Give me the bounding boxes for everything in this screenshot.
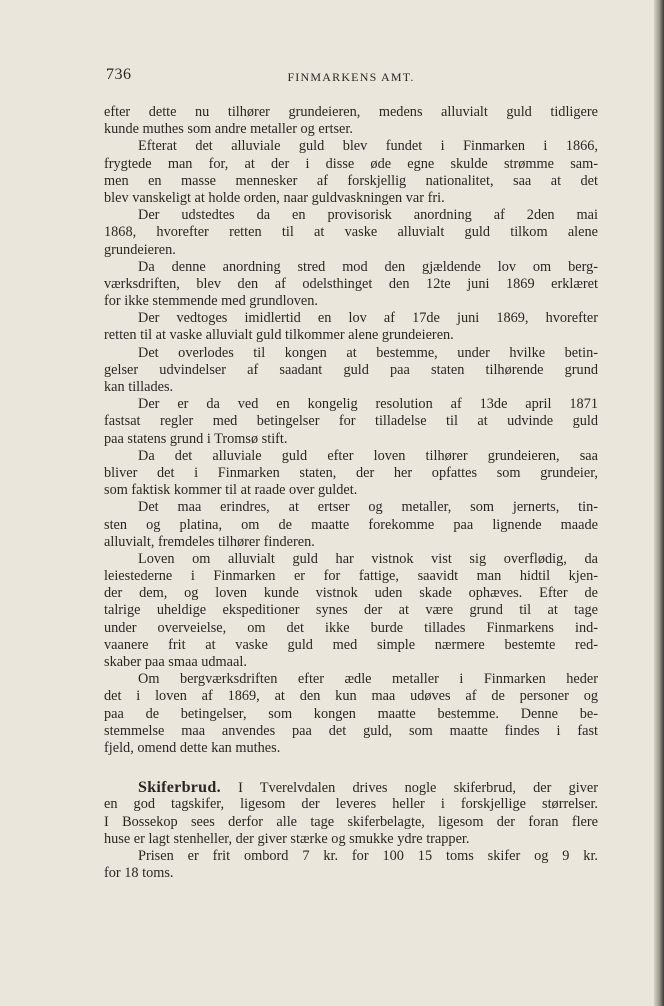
- text-line: under overveielse, om det ikke burde tillades Finmarkens ind-: [104, 619, 598, 636]
- text-line: I Bossekop sees derfor alle tage skiferbelagte, ligesom der foran flere: [104, 813, 598, 830]
- section-gap: [104, 757, 598, 779]
- text-line: grundeieren.: [104, 241, 176, 258]
- text-line: en god tagskifer, ligesom der leveres heller i forskjellige størrelser.: [104, 796, 598, 813]
- running-title: FINMARKENS AMT.: [287, 70, 415, 84]
- text-line: sten og platina, om de maatte forekomme paa lignende maade: [104, 516, 598, 533]
- text-line: blev vanskeligt at holde orden, naar guldvaskningen var fri.: [104, 189, 445, 206]
- text-line: bliver det i Finmarken staten, der her opfattes som grundeier,: [104, 464, 598, 481]
- section-heading: Skiferbrud.: [138, 779, 221, 797]
- text-line: værksdriften, blev den af odelsthinget den 12te juni 1869 erklæret: [104, 275, 598, 292]
- text-line: Prisen er frit ombord 7 kr. for 100 15 toms skifer og 9 kr.: [138, 847, 598, 864]
- text-line: Da det alluviale guld efter loven tilhører grundeieren, saa: [138, 447, 598, 464]
- page-number: 736: [106, 66, 132, 83]
- text-line: fastsat regler med betingelser for tilladelse til at udvinde guld: [104, 413, 598, 430]
- text-line: for 18 toms.: [104, 865, 174, 882]
- text-line: frygtede man for, at der i disse øde egne skulde strømme sam-: [104, 155, 598, 172]
- text-line: kan tillades.: [104, 379, 174, 395]
- text-line: paa statens grund i Tromsø stift.: [104, 430, 288, 447]
- text-line: 1868, hvorefter retten til at vaske alluvialt guld tilkom alene: [104, 224, 598, 241]
- text-line: Der vedtoges imidlertid en lov af 17de juni 1869, hvorefter: [138, 310, 598, 327]
- text-line: paa de betingelser, som kongen maatte bestemme. Denne be-: [104, 705, 598, 722]
- text-line: men en masse mennesker af forskjellig nationalitet, saa at det: [104, 172, 598, 189]
- page-edge-shadow: [654, 0, 664, 1006]
- text-line: stemmelse maa anvendes paa det guld, som maatte findes i fast: [104, 722, 598, 739]
- section-first-line-text: I Tverelvdalen drives nogle skiferbrud, der giver: [238, 780, 599, 797]
- text-line: skaber paa smaa udmaal.: [104, 654, 247, 670]
- text-line: efter dette nu tilhører grundeieren, medens alluvialt guld tidligere: [104, 104, 598, 120]
- text-line: retten til at vaske alluvialt guld tilkommer alene grundeieren.: [104, 327, 454, 344]
- text-line: fjeld, omend dette kan muthes.: [104, 739, 281, 756]
- text-line: Da denne anordning stred mod den gjældende lov om berg-: [138, 258, 598, 275]
- text-line: som faktisk kommer til at raade over guldet.: [104, 482, 358, 499]
- text-line: gelser udvindelser af saadant guld paa staten tilhørende grund: [104, 361, 598, 378]
- text-line: Der er da ved en kongelig resolution af 13de april 1871: [138, 396, 598, 413]
- text-line: det i loven af 1869, at den kun maa udøves af de personer og: [104, 688, 598, 705]
- text-line: der dem, og loven kunde vistnok uden skade ophæves. Efter de: [104, 585, 598, 602]
- text-line: leiestederne i Finmarken er for fattige, saavidt man hidtil kjen-: [104, 568, 598, 585]
- text-line: talrige uheldige ekspeditioner synes der at være grund til at tage: [104, 602, 598, 619]
- text-line: kunde muthes som andre metaller og ertser.: [104, 121, 353, 138]
- text-line: Der udstedtes da en provisorisk anordning af 2den mai: [138, 207, 598, 224]
- page-header: [104, 66, 598, 88]
- text-line: huse er lagt stenheller, der giver stærke og smukke ydre trapper.: [104, 830, 470, 847]
- text-line: Loven om alluvialt guld har vistnok vist sig overflødig, da: [138, 550, 598, 567]
- text-line: Efterat det alluviale guld blev fundet i Finmarken i 1866,: [138, 138, 598, 155]
- text-line: for ikke stemmende med grundloven.: [104, 293, 318, 310]
- text-line: Om bergværksdriften efter ædle metaller i Finmarken heder: [138, 671, 598, 688]
- text-line: Det maa erindres, at ertser og metaller, som jernerts, tin-: [138, 499, 598, 516]
- text-line: vaanere frit at vaske guld med simple nærmere bestemte red-: [104, 636, 598, 653]
- text-line: alluvialt, fremdeles tilhører finderen.: [104, 533, 315, 550]
- section-first-line: [104, 779, 598, 796]
- body-text: [104, 104, 598, 882]
- text-line: Det overlodes til kongen at bestemme, under hvilke betin-: [138, 344, 598, 361]
